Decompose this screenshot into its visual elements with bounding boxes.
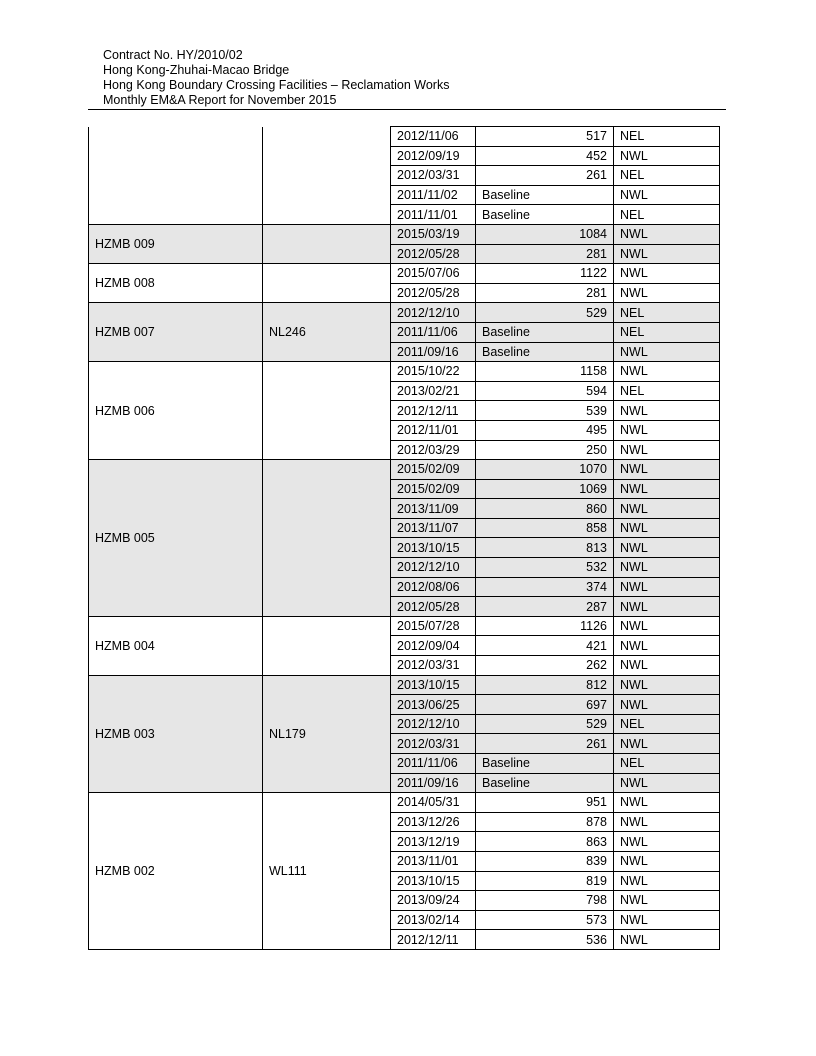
date-cell: 2013/12/26 [391,812,476,832]
table-row [89,224,720,244]
level-cell: NWL [614,812,720,832]
value-cell: 250 [476,440,614,460]
station-id-cell: HZMB 002 [89,793,263,950]
station-id-cell: HZMB 005 [89,460,263,617]
value-cell: 863 [476,832,614,852]
date-cell: 2012/08/06 [391,577,476,597]
date-cell: 2012/11/01 [391,420,476,440]
date-cell: 2015/02/09 [391,479,476,499]
date-cell: 2013/02/21 [391,381,476,401]
reference-cell: NL246 [263,303,391,362]
level-cell: NWL [614,538,720,558]
reference-cell: NL179 [263,675,391,793]
station-id-cell: HZMB 008 [89,264,263,303]
date-cell: 2012/05/28 [391,283,476,303]
level-cell: NWL [614,146,720,166]
survey-records-table [88,126,720,950]
value-cell: Baseline [476,322,614,342]
value-cell: 798 [476,891,614,911]
level-cell: NWL [614,362,720,382]
level-cell: NWL [614,851,720,871]
level-cell: NWL [614,930,720,950]
date-cell: 2011/09/16 [391,342,476,362]
date-cell: 2015/07/28 [391,616,476,636]
date-cell: 2014/05/31 [391,793,476,813]
value-cell: 374 [476,577,614,597]
reference-cell [263,616,391,675]
reference-cell [263,460,391,617]
value-cell: 1122 [476,264,614,284]
value-cell: 839 [476,851,614,871]
value-cell: 261 [476,166,614,186]
station-id-cell: HZMB 009 [89,224,263,263]
value-cell: 281 [476,283,614,303]
value-cell: 573 [476,910,614,930]
level-cell: NWL [614,342,720,362]
level-cell: NWL [614,558,720,578]
header-divider [88,109,726,110]
value-cell: 858 [476,518,614,538]
level-cell: NEL [614,381,720,401]
level-cell: NWL [614,460,720,480]
value-cell: Baseline [476,342,614,362]
value-cell: Baseline [476,773,614,793]
level-cell: NWL [614,695,720,715]
value-cell: 860 [476,499,614,519]
value-cell: 1070 [476,460,614,480]
level-cell: NWL [614,773,720,793]
date-cell: 2011/11/02 [391,185,476,205]
report-header [103,48,449,108]
level-cell: NEL [614,754,720,774]
date-cell: 2012/09/04 [391,636,476,656]
level-cell: NWL [614,891,720,911]
station-id-cell: HZMB 003 [89,675,263,793]
level-cell: NEL [614,127,720,147]
level-cell: NWL [614,616,720,636]
level-cell: NWL [614,832,720,852]
date-cell: 2012/12/10 [391,714,476,734]
level-cell: NWL [614,734,720,754]
report-title: Monthly EM&A Report for November 2015 [103,93,337,107]
project-name: Hong Kong-Zhuhai-Macao Bridge [103,63,290,77]
date-cell: 2012/05/28 [391,244,476,264]
value-cell: 287 [476,597,614,617]
level-cell: NWL [614,420,720,440]
value-cell: 532 [476,558,614,578]
reference-cell [263,362,391,460]
reference-cell: WL111 [263,793,391,950]
date-cell: 2013/02/14 [391,910,476,930]
date-cell: 2013/11/07 [391,518,476,538]
value-cell: 517 [476,127,614,147]
value-cell: 452 [476,146,614,166]
level-cell: NWL [614,577,720,597]
date-cell: 2012/03/31 [391,734,476,754]
reference-cell [263,264,391,303]
table-row [89,460,720,480]
value-cell: 261 [476,734,614,754]
level-cell: NEL [614,322,720,342]
reference-cell [263,127,391,225]
level-cell: NWL [614,518,720,538]
value-cell: 878 [476,812,614,832]
level-cell: NWL [614,910,720,930]
project-subtitle: Hong Kong Boundary Crossing Facilities – Reclamation Works [103,78,450,92]
level-cell: NEL [614,303,720,323]
date-cell: 2015/10/22 [391,362,476,382]
value-cell: Baseline [476,185,614,205]
level-cell: NWL [614,185,720,205]
level-cell: NWL [614,656,720,676]
value-cell: 539 [476,401,614,421]
date-cell: 2013/11/01 [391,851,476,871]
date-cell: 2015/02/09 [391,460,476,480]
date-cell: 2011/11/06 [391,754,476,774]
reference-cell [263,224,391,263]
value-cell: Baseline [476,205,614,225]
station-id-cell [89,127,263,225]
level-cell: NWL [614,401,720,421]
date-cell: 2012/03/29 [391,440,476,460]
value-cell: 819 [476,871,614,891]
date-cell: 2011/09/16 [391,773,476,793]
value-cell: 812 [476,675,614,695]
contract-number: Contract No. HY/2010/02 [103,48,243,62]
date-cell: 2012/12/11 [391,930,476,950]
level-cell: NWL [614,675,720,695]
value-cell: 1069 [476,479,614,499]
level-cell: NWL [614,440,720,460]
value-cell: 1126 [476,616,614,636]
table-row [89,127,720,147]
table-row [89,264,720,284]
date-cell: 2012/03/31 [391,656,476,676]
level-cell: NWL [614,479,720,499]
level-cell: NEL [614,714,720,734]
date-cell: 2012/03/31 [391,166,476,186]
date-cell: 2015/07/06 [391,264,476,284]
value-cell: 1158 [476,362,614,382]
table-row [89,616,720,636]
value-cell: 594 [476,381,614,401]
date-cell: 2012/12/11 [391,401,476,421]
level-cell: NWL [614,264,720,284]
station-id-cell: HZMB 007 [89,303,263,362]
level-cell: NWL [614,597,720,617]
level-cell: NWL [614,793,720,813]
value-cell: 951 [476,793,614,813]
date-cell: 2012/05/28 [391,597,476,617]
date-cell: 2011/11/06 [391,322,476,342]
date-cell: 2013/10/15 [391,675,476,695]
date-cell: 2013/10/15 [391,871,476,891]
value-cell: 421 [476,636,614,656]
date-cell: 2013/11/09 [391,499,476,519]
level-cell: NWL [614,636,720,656]
value-cell: 1084 [476,224,614,244]
value-cell: 529 [476,303,614,323]
table-row [89,675,720,695]
level-cell: NEL [614,205,720,225]
date-cell: 2012/09/19 [391,146,476,166]
station-id-cell: HZMB 006 [89,362,263,460]
table-row [89,793,720,813]
table-row [89,362,720,382]
value-cell: Baseline [476,754,614,774]
level-cell: NWL [614,871,720,891]
value-cell: 262 [476,656,614,676]
level-cell: NWL [614,283,720,303]
date-cell: 2012/12/10 [391,558,476,578]
value-cell: 529 [476,714,614,734]
date-cell: 2013/10/15 [391,538,476,558]
level-cell: NEL [614,166,720,186]
date-cell: 2013/09/24 [391,891,476,911]
table-row [89,303,720,323]
station-id-cell: HZMB 004 [89,616,263,675]
date-cell: 2012/11/06 [391,127,476,147]
date-cell: 2013/06/25 [391,695,476,715]
date-cell: 2012/12/10 [391,303,476,323]
value-cell: 697 [476,695,614,715]
level-cell: NWL [614,244,720,264]
value-cell: 536 [476,930,614,950]
date-cell: 2011/11/01 [391,205,476,225]
level-cell: NWL [614,499,720,519]
level-cell: NWL [614,224,720,244]
date-cell: 2013/12/19 [391,832,476,852]
date-cell: 2015/03/19 [391,224,476,244]
value-cell: 281 [476,244,614,264]
value-cell: 813 [476,538,614,558]
value-cell: 495 [476,420,614,440]
